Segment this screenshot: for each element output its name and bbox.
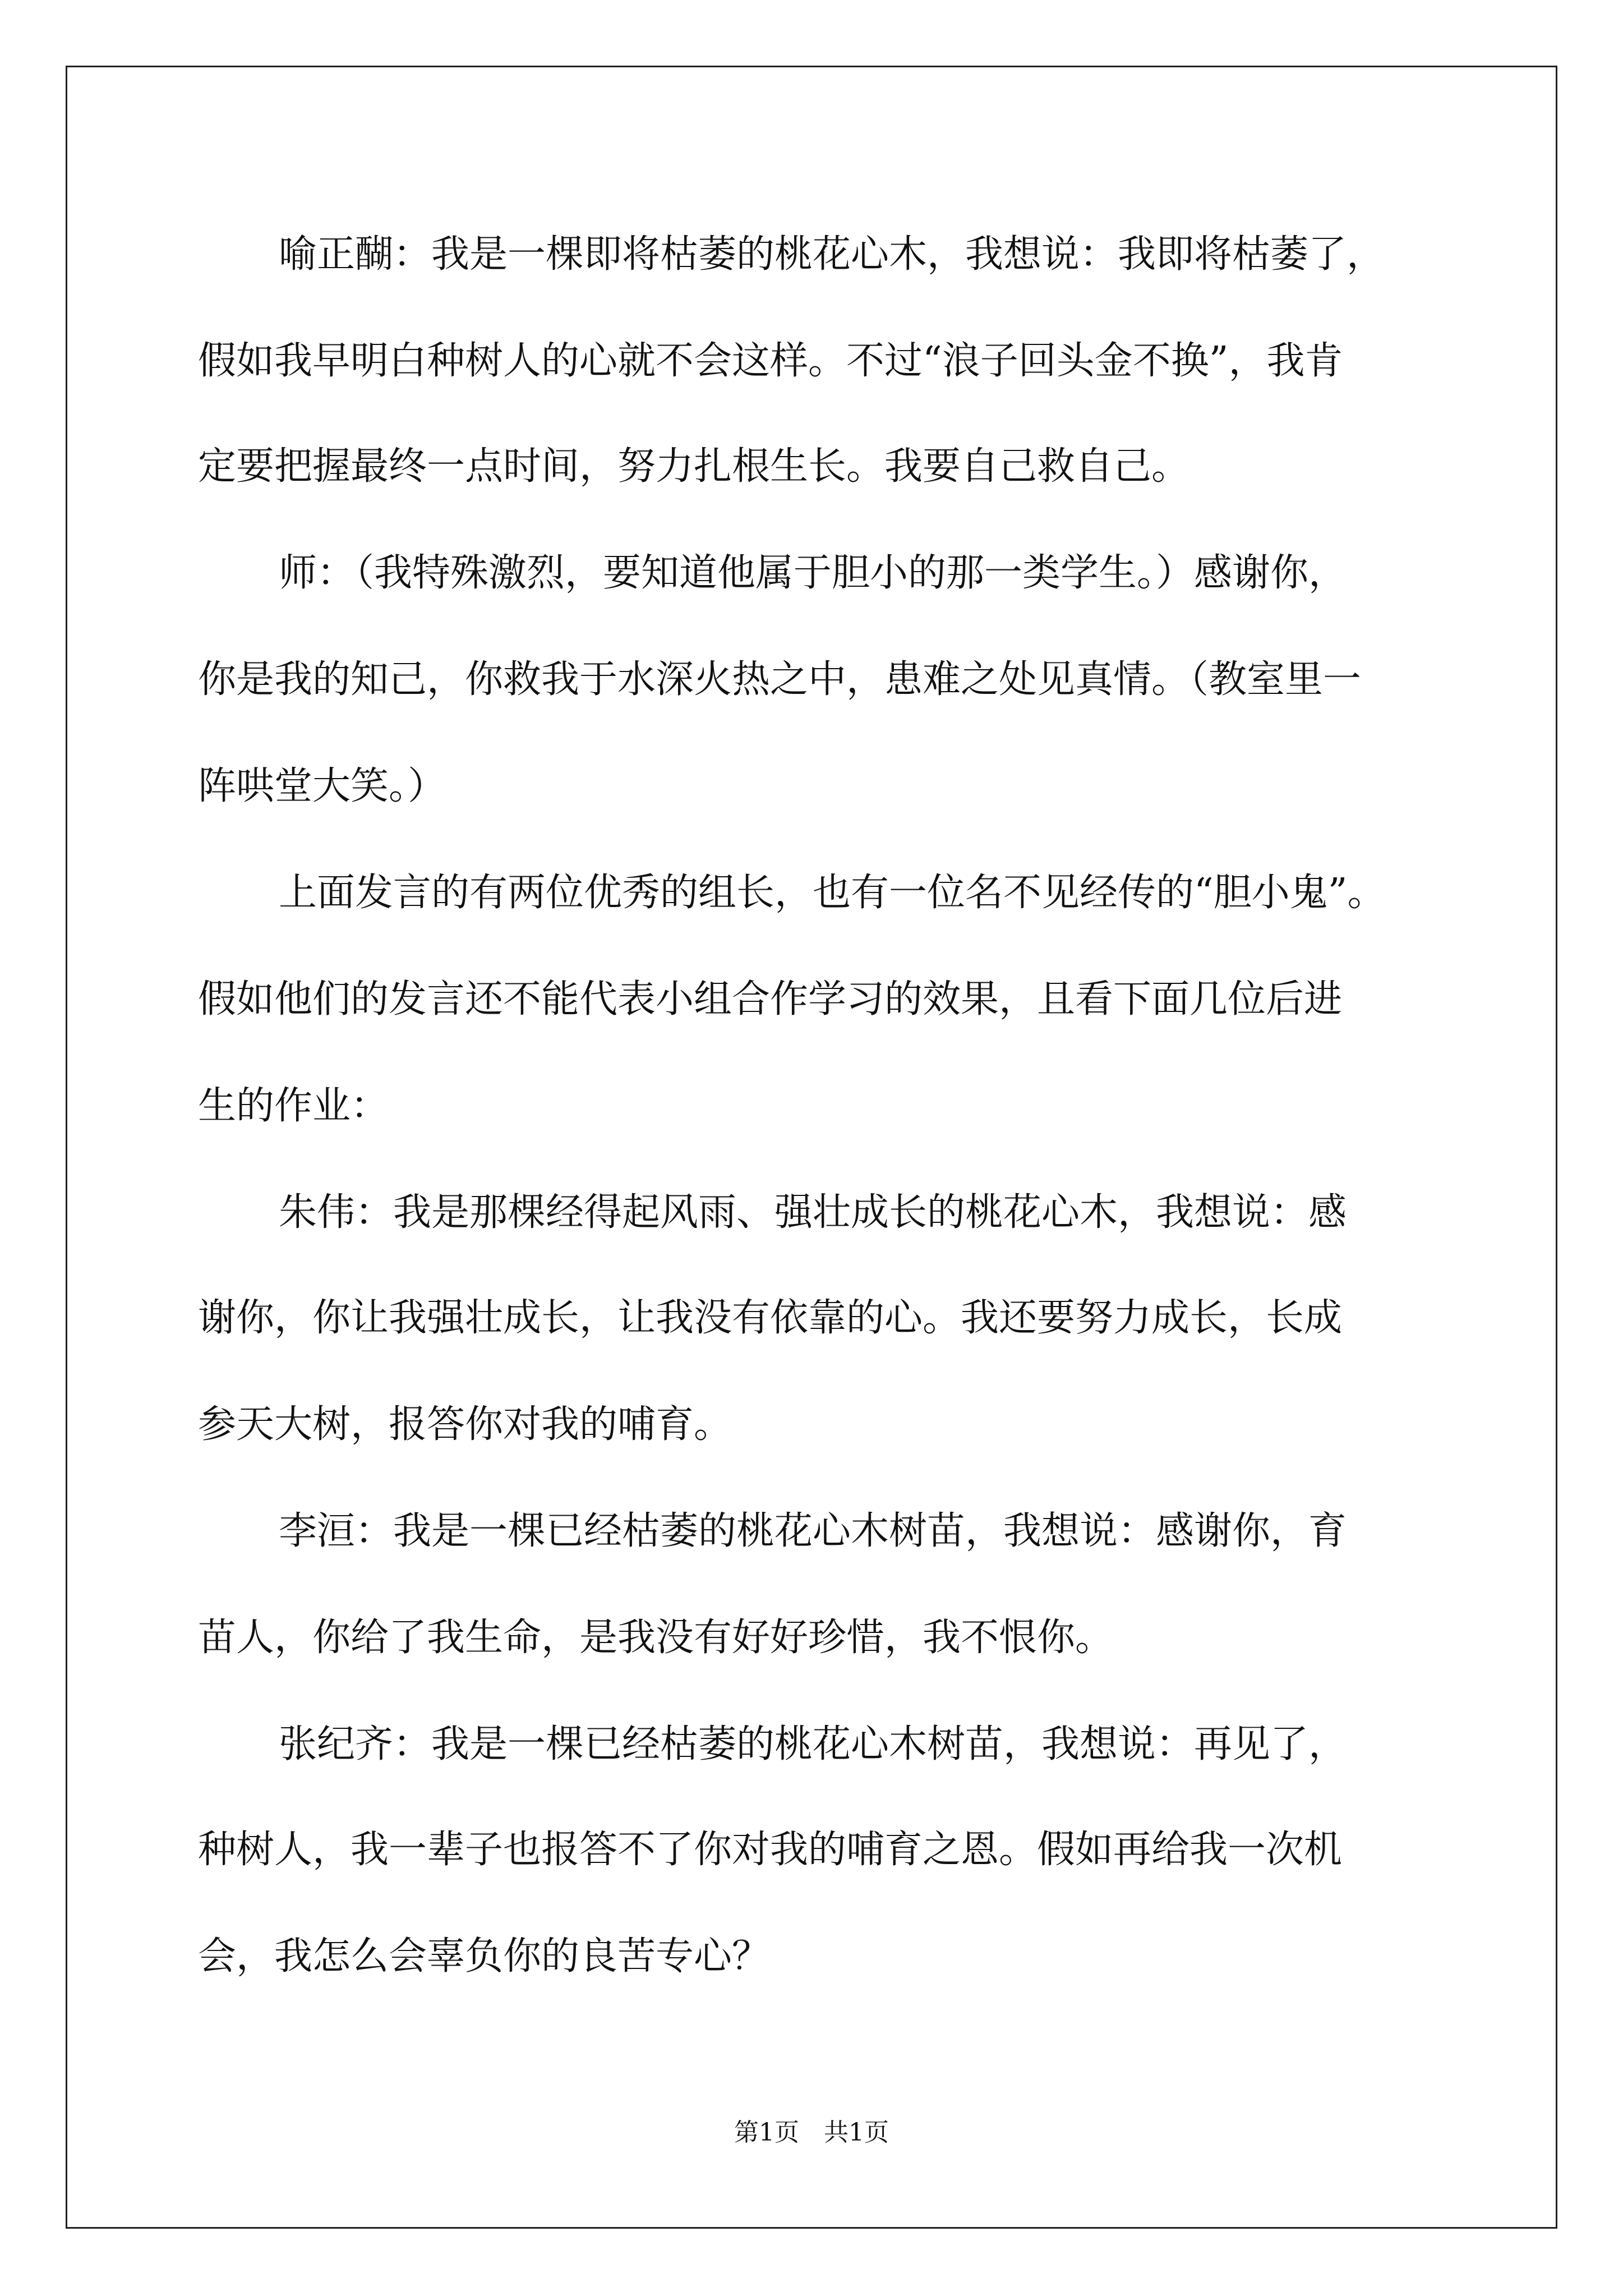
text-line: 上面发言的有两位优秀的组长，也有一位名不见经传的“胆小鬼”。	[279, 871, 1386, 915]
text-line: 会，我怎么会辜负你的良苦专心？	[198, 1934, 771, 1978]
text-line: 假如他们的发言还不能代表小组合作学习的效果，且看下面几位后进	[198, 977, 1343, 1022]
page-number-footer: 第1页 共1页	[734, 2118, 889, 2147]
text-line: 喻正醐：我是一棵即将枯萎的桃花心木，我想说：我即将枯萎了，	[279, 232, 1385, 277]
text-line: 参天大树，报答你对我的哺育。	[198, 1402, 732, 1447]
text-line: 张纪齐：我是一棵已经枯萎的桃花心木树苗，我想说：再见了，	[279, 1722, 1347, 1766]
text-line: 谢你，你让我强壮成长，让我没有依靠的心。我还要努力成长，长成	[198, 1296, 1343, 1340]
text-line: 朱伟：我是那棵经得起风雨、强壮成长的桃花心木，我想说：感	[279, 1190, 1347, 1235]
text-line: 种树人，我一辈子也报答不了你对我的哺育之恩。假如再给我一次机	[198, 1828, 1343, 1872]
text-line: 阵哄堂大笑。）	[198, 764, 446, 808]
text-line: 定要把握最终一点时间，努力扎根生长。我要自己救自己。	[198, 444, 1190, 489]
text-line: 李洹：我是一棵已经枯萎的桃花心木树苗，我想说：感谢你，育	[279, 1509, 1347, 1553]
text-line: 你是我的知己，你救我于水深火热之中，患难之处见真情。（教室里一	[198, 657, 1362, 702]
text-line: 假如我早明白种树人的心就不会这样。不过“浪子回头金不换”，我肯	[198, 339, 1343, 383]
text-line: 苗人，你给了我生命，是我没有好好珍惜，我不恨你。	[198, 1616, 1114, 1660]
page-border	[66, 66, 1557, 2229]
text-line: 师：（我特殊激烈，要知道他属于胆小的那一类学生。）感谢你，	[279, 551, 1347, 595]
text-line: 生的作业：	[198, 1084, 389, 1128]
